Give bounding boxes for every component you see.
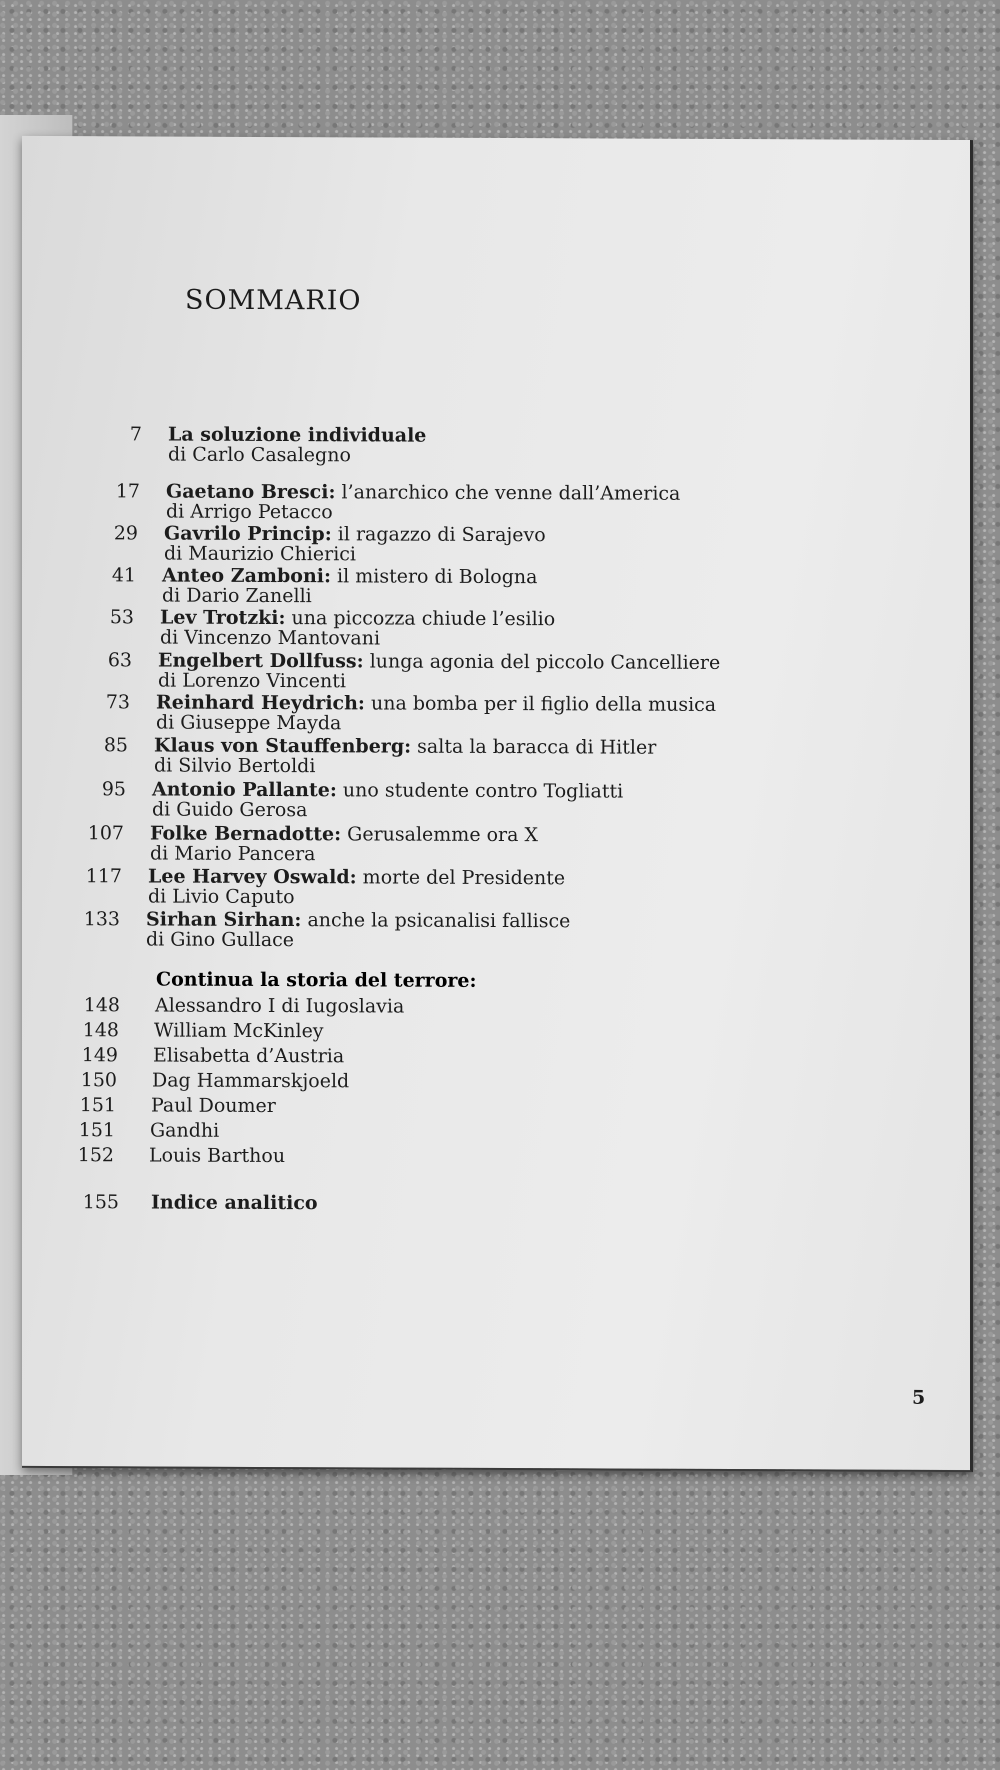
toc-entry-subject: Reinhard Heydrich: [156, 691, 365, 715]
section-heading: Continua la storia del terrore: [156, 968, 477, 992]
short-entry [22, 992, 970, 1018]
short-entry-page: 148 [82, 1019, 119, 1042]
table-of-contents [22, 136, 970, 1470]
toc-entry-subject: Lev Trotzki: [160, 606, 286, 630]
page-title: SOMMARIO [185, 284, 362, 317]
toc-entry-subject: Folke Bernadotte: [150, 822, 342, 846]
short-entry-label: Elisabetta d’Austria [153, 1044, 345, 1068]
toc-entry [22, 421, 970, 467]
toc-entry-description: l’anarchico che venne dall’America [335, 481, 681, 505]
short-entry [22, 1067, 970, 1093]
toc-entry-author: di Giuseppe Mayda [156, 711, 342, 735]
toc-entry-author: di Silvio Bertoldi [154, 754, 316, 778]
toc-entry [22, 562, 970, 608]
short-entry-label: Alessandro I di Iugoslavia [155, 994, 405, 1018]
short-entry [22, 1017, 970, 1043]
short-entry-page: 151 [78, 1119, 115, 1142]
toc-entry [22, 647, 970, 693]
page-number: 5 [912, 1386, 926, 1409]
short-entry-label: Paul Doumer [151, 1094, 276, 1118]
toc-entry-description: uno studente contro Togliatti [336, 779, 624, 803]
toc-entry-description: morte del Presidente [356, 866, 566, 890]
toc-entry-description: una bomba per il figlio della musica [364, 692, 717, 716]
toc-entry-author: di Lorenzo Vincenti [158, 669, 346, 693]
short-entry-label: Gandhi [150, 1119, 220, 1142]
toc-entry-page: 133 [83, 908, 120, 931]
short-entry [22, 1142, 970, 1168]
toc-entry [22, 820, 970, 866]
short-entry [22, 1042, 970, 1068]
toc-entry-description: lunga agonia del piccolo Cancelliere [363, 650, 721, 674]
toc-entry [22, 732, 970, 778]
short-entry-label: Dag Hammarskjoeld [152, 1069, 350, 1093]
toc-entry-page: 117 [85, 865, 122, 888]
toc-entry-subject: Gaetano Bresci: [166, 480, 336, 504]
toc-entry-author: di Gino Gullace [146, 928, 295, 952]
toc-entry-description: il ragazzo di Sarajevo [331, 523, 546, 547]
short-entry-label: Louis Barthou [149, 1144, 286, 1168]
index-entry-label: Indice analitico [151, 1191, 318, 1215]
short-entry [22, 1117, 970, 1142]
toc-entry-author: di Livio Caputo [148, 885, 295, 909]
toc-entry-author: di Arrigo Petacco [166, 500, 333, 524]
book-page [22, 136, 973, 1472]
toc-entry-page: 53 [109, 606, 134, 629]
short-entry-page: 149 [81, 1044, 118, 1067]
toc-entry-description: il mistero di Bologna [331, 565, 538, 589]
toc-entry [22, 776, 970, 822]
toc-entry-author: di Vincenzo Mantovani [160, 626, 381, 650]
toc-entry-page: 17 [115, 480, 140, 503]
toc-entry-description: salta la baracca di Hitler [411, 735, 657, 759]
toc-entry [22, 520, 970, 566]
toc-entry-page: 73 [105, 691, 130, 714]
short-entry-page: 148 [83, 994, 120, 1017]
toc-entry-author: di Guido Gerosa [152, 798, 308, 822]
short-entry-page: 152 [77, 1144, 114, 1167]
index-entry [22, 1189, 970, 1215]
toc-entry-subject: La soluzione individuale [168, 423, 427, 447]
toc-entry-description: anche la psicanalisi fallisce [301, 909, 571, 933]
toc-entry-page: 63 [107, 649, 132, 672]
short-entry-label: William McKinley [154, 1019, 324, 1043]
toc-entry-description: Gerusalemme ora X [341, 823, 539, 847]
toc-entry [22, 689, 970, 735]
short-entry-page: 150 [80, 1069, 117, 1092]
toc-entry-subject: Engelbert Dollfuss: [158, 649, 364, 673]
toc-entry-page: 29 [113, 522, 138, 545]
toc-entry-author: di Maurizio Chierici [164, 542, 356, 566]
toc-entry-page: 85 [103, 734, 128, 757]
toc-entry [22, 604, 970, 650]
short-entry-page: 151 [79, 1094, 116, 1117]
toc-entry [22, 863, 970, 909]
toc-entry-subject: Gavrilo Princip: [164, 522, 332, 546]
toc-entry-subject: Antonio Pallante: [152, 778, 337, 802]
toc-entry-author: di Dario Zanelli [162, 584, 312, 608]
index-entry-page: 155 [82, 1191, 119, 1214]
toc-entry-page: 41 [111, 564, 136, 587]
toc-entry-page: 107 [87, 822, 124, 845]
toc-entry-subject: Sirhan Sirhan: [146, 908, 302, 932]
toc-entry-subject: Anteo Zamboni: [162, 564, 331, 588]
toc-entry-subject: Lee Harvey Oswald: [148, 865, 357, 889]
toc-entry-author: di Carlo Casalegno [168, 443, 351, 467]
short-entry [22, 1092, 970, 1118]
toc-entry-page: 7 [129, 423, 142, 446]
toc-entry-subject: Klaus von Stauffenberg: [154, 734, 412, 758]
toc-entry [22, 478, 970, 524]
toc-entry [22, 906, 970, 952]
toc-entry-description: una piccozza chiude l’esilio [285, 607, 556, 631]
toc-entry-page: 95 [101, 778, 126, 801]
toc-entry-author: di Mario Pancera [150, 842, 316, 866]
